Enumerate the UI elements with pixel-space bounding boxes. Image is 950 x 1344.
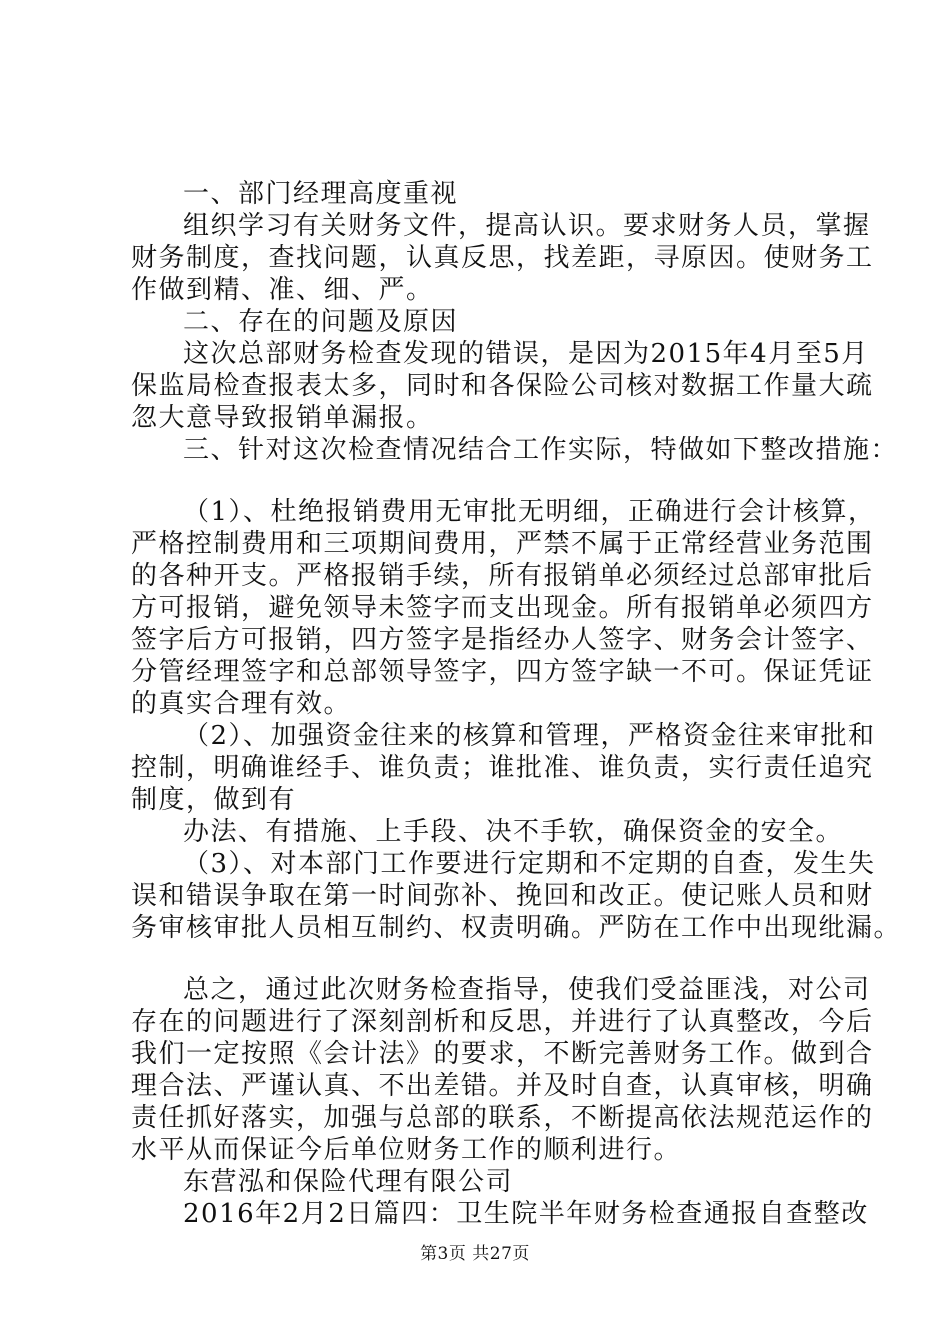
text-line: 的真实合理有效。 [131, 689, 352, 719]
text-line: 制度，做到有 [131, 785, 297, 815]
measure-2-line: （2）、加强资金往来的核算和管理，严格资金往来审批和 [183, 721, 876, 751]
measure-3-line: （3）、对本部门工作要进行定期和不定期的自查，发生失 [183, 849, 876, 879]
text-line: 这次总部财务检查发现的错误，是因为2015年4月至5月 [183, 339, 869, 369]
text-line: 分管经理签字和总部领导签字，四方签字缺一不可。保证凭证 [131, 657, 874, 687]
summary-line: 总之，通过此次财务检查指导，使我们受益匪浅，对公司 [183, 975, 871, 1005]
text-line: 控制，明确谁经手、谁负责；谁批准、谁负责，实行责任追究 [131, 753, 874, 783]
text-line: 误和错误争取在第一时间弥补、挽回和改正。使记账人员和财 [131, 881, 874, 911]
section-heading-3: 三、针对这次检查情况结合工作实际，特做如下整改措施： [183, 435, 899, 465]
text-line: 忽大意导致报销单漏报。 [131, 403, 434, 433]
section-heading-1: 一、部门经理高度重视 [183, 179, 459, 209]
page-footer: 第3页 共27页 [420, 1244, 530, 1264]
text-line: 财务制度，查找问题，认真反思，找差距，寻原因。使财务工 [131, 243, 874, 273]
text-line: 严格控制费用和三项期间费用，严禁不属于正常经营业务范围 [131, 529, 874, 559]
text-line: 办法、有措施、上手段、决不手软，确保资金的安全。 [183, 817, 844, 847]
text-line: 保监局检查报表太多，同时和各保险公司核对数据工作量大疏 [131, 371, 874, 401]
text-line: 责任抓好落实，加强与总部的联系，不断提高依法规范运作的 [131, 1103, 874, 1133]
text-line: 的各种开支。严格报销手续，所有报销单必须经过总部审批后 [131, 561, 874, 591]
text-line: 存在的问题进行了深刻剖析和反思，并进行了认真整改，今后 [131, 1007, 874, 1037]
company-name: 东营泓和保险代理有限公司 [183, 1167, 514, 1197]
text-line: 组织学习有关财务文件，提高认识。要求财务人员，掌握 [183, 211, 871, 241]
text-line: 务审核审批人员相互制约、权责明确。严防在工作中出现纰漏。 [131, 913, 902, 943]
measure-1-line: （1）、杜绝报销费用无审批无明细，正确进行会计核算， [183, 497, 876, 527]
text-line: 理合法、严谨认真、不出差错。并及时自查，认真审核，明确 [131, 1071, 874, 1101]
text-line: 签字后方可报销，四方签字是指经办人签字、财务会计签字、 [131, 625, 874, 655]
text-line: 方可报销，避免领导未签字而支出现金。所有报销单必须四方 [131, 593, 874, 623]
text-line: 作做到精、准、细、严。 [131, 275, 434, 305]
section-heading-2: 二、存在的问题及原因 [183, 307, 459, 337]
text-line: 水平从而保证今后单位财务工作的顺利进行。 [131, 1135, 682, 1165]
date-line: 2016年2月2日篇四：卫生院半年财务检查通报自查整改 [183, 1199, 869, 1229]
text-line: 我们一定按照《会计法》的要求，不断完善财务工作。做到合 [131, 1039, 874, 1069]
